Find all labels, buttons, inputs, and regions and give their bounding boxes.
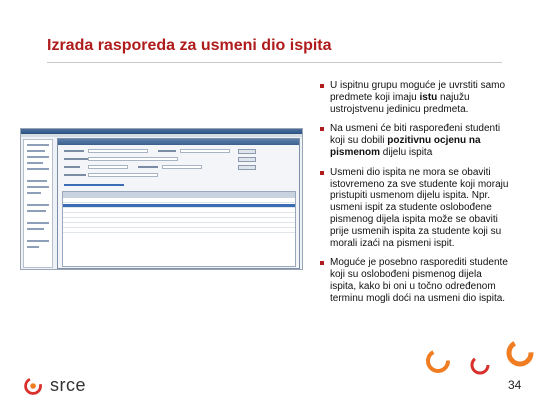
title-divider <box>47 62 502 63</box>
bullet-item: U ispitnu grupu moguće je uvrstiti samo predmete koji imaju istu najužu ustrojstvenu jedinicu predmeta. <box>320 80 510 115</box>
bullet-item: Na usmeni će biti raspoređeni studenti koji su dobili pozitivnu ocjenu na pismenom dijelu ispita <box>320 123 510 158</box>
app-sidebar <box>23 139 53 268</box>
bullet-list <box>320 80 510 313</box>
schedule-grid <box>62 191 296 267</box>
srce-logo-icon <box>20 375 48 397</box>
dialog-titlebar <box>58 139 299 145</box>
app-menubar <box>21 134 302 137</box>
application-screenshot <box>20 128 303 270</box>
decorative-circles <box>420 325 540 385</box>
page-number: 34 <box>508 378 522 392</box>
srce-logo-text: srce <box>50 375 87 395</box>
bullet-item: Usmeni dio ispita ne mora se obaviti istovremeno za sve studente koji moraju pristupiti usmenom dijelu ispita. Npr. usmeni ispit za studente oslobođene pismenog dijela ispita može se obaviti prije usmenih ispita za studente koji su morali izaći na pismeni ispit. <box>320 167 510 250</box>
bullet-item: Moguće je posebno rasporediti studente koji su oslobođeni pismenog dijela ispita, kako bi oni u točno određenom terminu mogli doći na usmeni dio ispita. <box>320 257 510 304</box>
scheduling-dialog <box>57 138 300 269</box>
slide-title: Izrada rasporeda za usmeni dio ispita <box>47 37 332 54</box>
